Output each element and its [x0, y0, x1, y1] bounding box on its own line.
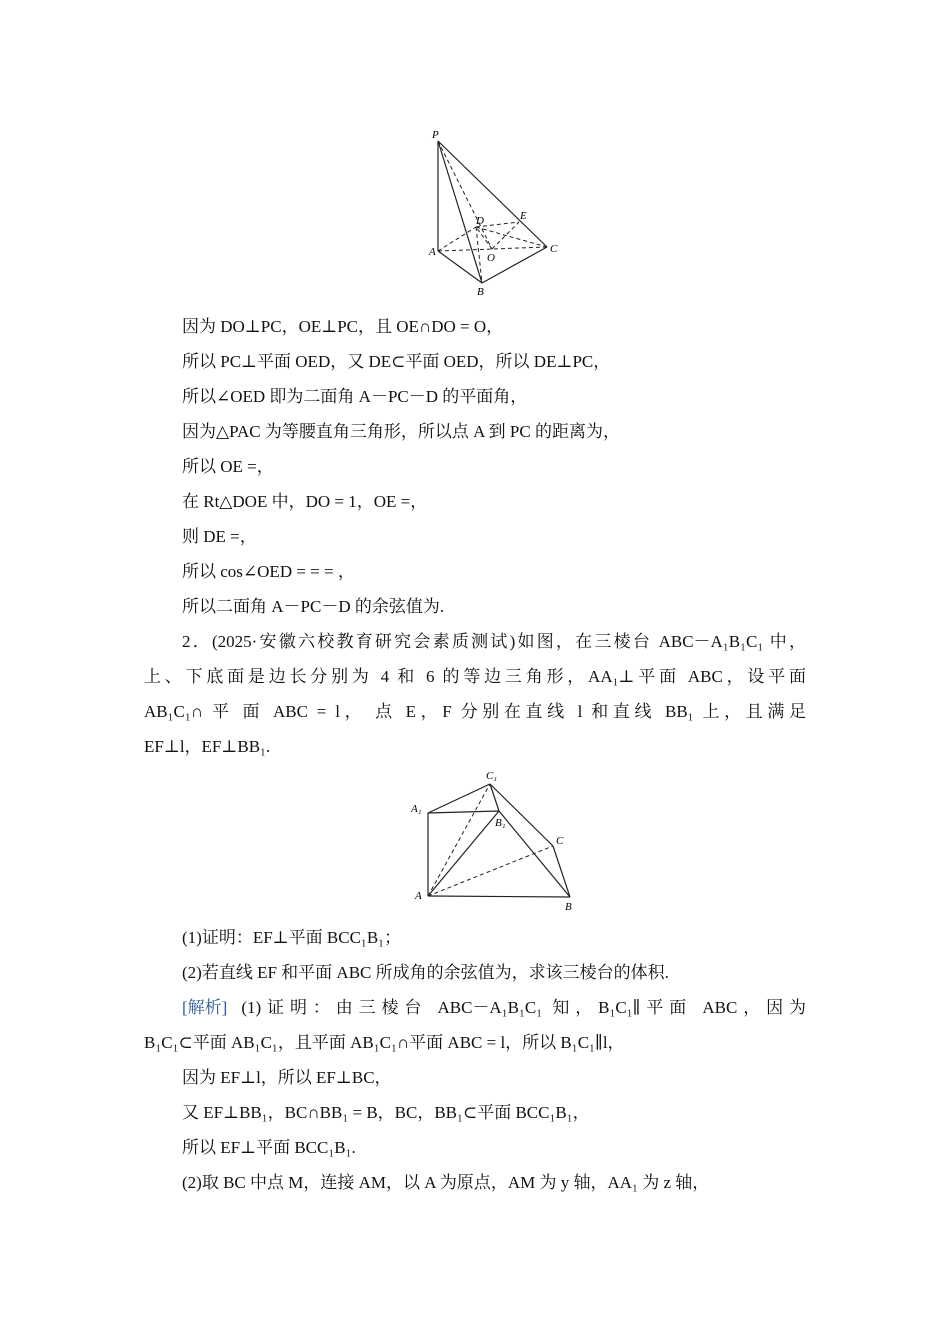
- text-line-1: 因为 DO⊥PC，OE⊥PC，且 OE∩DO = O，: [182, 317, 504, 336]
- label-b: B: [477, 286, 484, 298]
- text-line-9: 所以二面角 A－PC－D 的余弦值为.: [182, 597, 445, 616]
- text-line-5: 所以 OE =，: [182, 457, 274, 476]
- text-line-8: 所以 cos∠OED = = = ，: [182, 562, 355, 581]
- problem2-line-4: EF⊥l，EF⊥BB₁.: [144, 737, 271, 756]
- question-1: (1)证明：EF⊥平面 BCC₁B₁；: [182, 928, 402, 947]
- label-d: D: [476, 215, 484, 227]
- solution-line-4: 又 EF⊥BB₁，BC∩BB₁ = B，BC，BB₁⊂平面 BCC₁B₁，: [182, 1103, 590, 1122]
- solution-first-line: [182, 997, 806, 1019]
- solution-line-3: 因为 EF⊥l，所以 EF⊥BC，: [182, 1068, 392, 1087]
- label-o: O: [487, 252, 495, 264]
- solution-first-text: (1)证明：由三棱台 ABC－A₁B₁C₁ 知，B₁C₁∥平面 ABC，因为: [241, 998, 806, 1017]
- text-line-6: 在 Rt△DOE 中，DO = 1，OE =，: [182, 492, 428, 511]
- text-line-4: 因为△PAC 为等腰直角三角形，所以点 A 到 PC 的距离为，: [182, 422, 620, 441]
- problem2-line-1: 2．(2025·安徽六校教育研究会素质测试)如图，在三棱台 ABC－A₁B₁C₁ 中，: [182, 632, 806, 651]
- solution-line-2: B₁C₁⊂平面 AB₁C₁，且平面 AB₁C₁∩平面 ABC = l，所以 B₁C₁∥l，: [144, 1033, 625, 1052]
- text-line-7: 则 DE =，: [182, 527, 257, 546]
- label-b: B: [565, 901, 572, 913]
- figure-frustum: [405, 766, 590, 916]
- problem2-line-3: AB₁C₁∩ 平 面 ABC = l， 点 E，F 分别在直线 l 和直线 BB₁ 上，且满足: [144, 702, 806, 721]
- label-c1: C₁: [486, 770, 498, 782]
- question-2: (2)若直线 EF 和平面 ABC 所成角的余弦值为，求该三棱台的体积.: [182, 963, 669, 982]
- label-e: E: [520, 210, 527, 222]
- solution-line-6: (2)取 BC 中点 M，连接 AM，以 A 为原点，AM 为 y 轴，AA₁ 为 z 轴，: [182, 1173, 710, 1192]
- solution-line-5: 所以 EF⊥平面 BCC₁B₁.: [182, 1138, 356, 1157]
- analysis-tag: [解析]: [182, 998, 228, 1017]
- text-line-3: 所以∠OED 即为二面角 A－PC－D 的平面角，: [182, 387, 528, 406]
- label-c: C: [550, 243, 558, 255]
- label-a: A: [429, 246, 436, 258]
- label-a1: A₁: [411, 803, 422, 815]
- text-line-2: 所以 PC⊥平面 OED，又 DE⊂平面 OED，所以 DE⊥PC，: [182, 352, 611, 371]
- label-p: P: [432, 129, 439, 141]
- label-b1: B₁: [495, 817, 506, 829]
- label-a: A: [415, 890, 422, 902]
- figure-tetrahedron: [420, 124, 570, 300]
- label-c: C: [556, 835, 564, 847]
- problem2-line-2: 上、下底面是边长分别为 4 和 6 的等边三角形，AA₁⊥平面 ABC，设平面: [144, 667, 806, 686]
